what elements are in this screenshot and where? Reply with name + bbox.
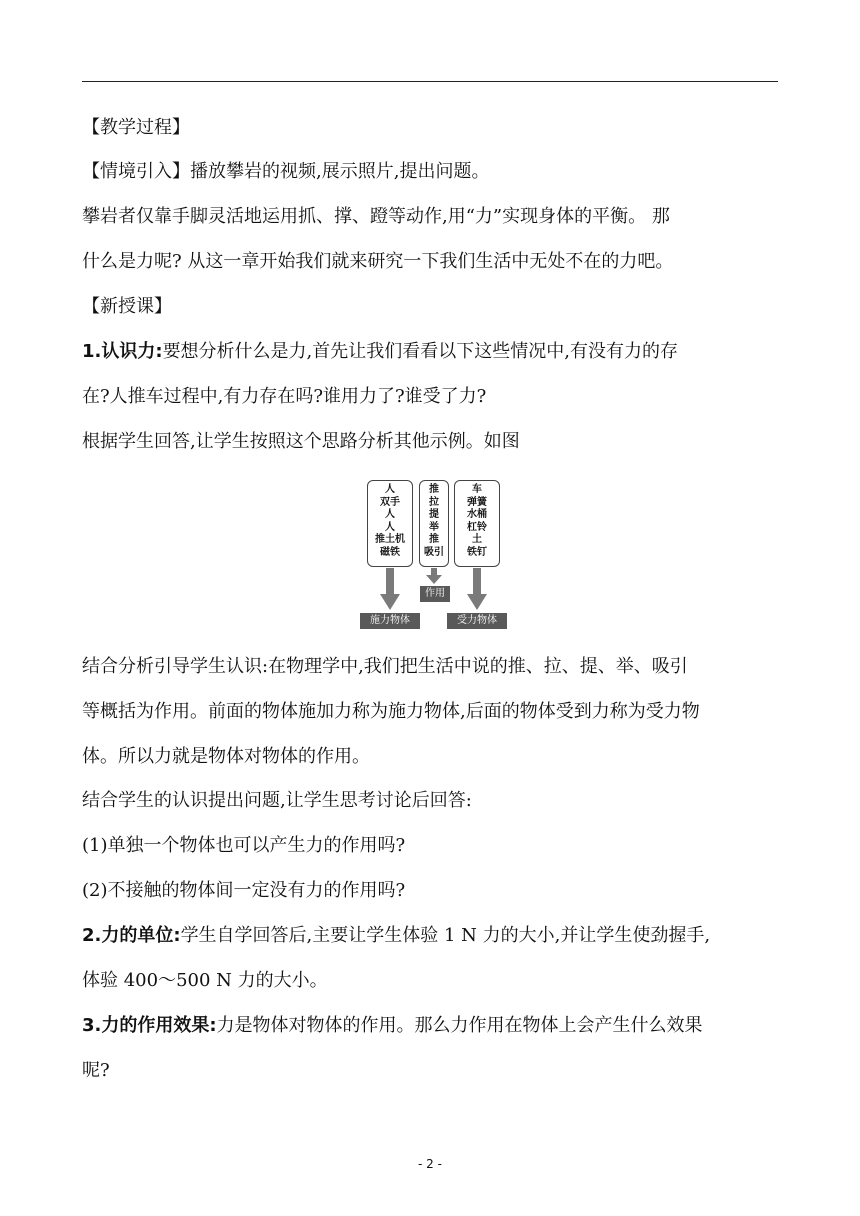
diagram-box-exerting-objects — [367, 480, 413, 567]
diagram-col1-item: 人 — [385, 509, 395, 521]
diagram-col1-item: 人 — [385, 484, 395, 495]
diagram-col3-item: 土 — [472, 534, 482, 546]
diagram-col2-item: 推 — [429, 484, 439, 495]
label-exerting-object: 施力物体 — [360, 613, 420, 629]
section1-line-1 — [82, 341, 678, 363]
label-action: 作用 — [420, 586, 450, 602]
explanation-line-2: 等概括为作用。前面的物体施加力称为施力物体,后面的物体受到力称为受力物 — [82, 701, 700, 722]
section3-line-2: 呢? — [82, 1060, 110, 1081]
page-number: - 2 - — [418, 1157, 442, 1171]
section1-title: 1.认识力: — [82, 341, 163, 362]
force-diagram — [360, 480, 510, 632]
diagram-col2-item: 推 — [429, 534, 439, 546]
diagram-box-actions — [419, 480, 449, 567]
down-arrow-icon — [426, 568, 442, 584]
diagram-col3-item: 杠铃 — [467, 521, 487, 533]
diagram-col3-item: 水桶 — [467, 509, 487, 521]
section2-line-2: 体验 400～500 N 力的大小。 — [82, 970, 328, 991]
question-intro: 结合学生的认识提出问题,让学生思考讨论后回答: — [82, 790, 472, 811]
diagram-col2-item: 拉 — [429, 496, 439, 508]
intro-line-1: 攀岩者仅靠手脚灵活地运用抓、撑、蹬等动作,用“力”实现身体的平衡。 那 — [82, 206, 670, 227]
diagram-col3-item: 车 — [472, 484, 482, 495]
question-1: (1)单独一个物体也可以产生力的作用吗? — [82, 835, 406, 856]
diagram-col2-item: 吸引 — [424, 546, 444, 558]
header-rule — [82, 81, 778, 82]
section1-line-3: 根据学生回答,让学生按照这个思路分析其他示例。如图 — [82, 431, 520, 452]
question-2: (2)不接触的物体间一定没有力的作用吗? — [82, 880, 406, 901]
diagram-col1-item: 双手 — [380, 496, 400, 508]
intro-label: 【情境引入】 — [82, 161, 190, 182]
section1-line-2: 在?人推车过程中,有力存在吗?谁用力了?谁受了力? — [82, 386, 487, 407]
diagram-box-receiving-objects — [454, 480, 500, 567]
down-arrow-icon — [467, 568, 487, 610]
section3-text: 力是物体对物体的作用。那么力作用在物体上会产生什么效果 — [216, 1015, 703, 1036]
section2-title: 2.力的单位: — [82, 925, 181, 946]
diagram-col1-item: 人 — [385, 521, 395, 533]
down-arrow-icon — [380, 568, 400, 610]
diagram-col1-item: 推土机 — [375, 534, 405, 546]
section3-line-1 — [82, 1015, 703, 1037]
section2-line-1 — [82, 925, 710, 947]
section2-text: 学生自学回答后,主要让学生体验 1 N 力的大小,并让学生使劲握手, — [180, 925, 711, 946]
explanation-line-1: 结合分析引导学生认识:在物理学中,我们把生活中说的推、拉、提、举、吸引 — [82, 656, 688, 677]
heading-teaching-process: 【教学过程】 — [82, 117, 190, 138]
section1-text: 要想分析什么是力,首先让我们看看以下这些情况中,有没有力的存 — [162, 341, 679, 362]
diagram-col1-item: 磁铁 — [380, 546, 400, 558]
diagram-col3-item: 铁钉 — [467, 546, 487, 558]
label-receiving-object: 受力物体 — [447, 613, 507, 629]
heading-new-lesson: 【新授课】 — [82, 296, 172, 317]
diagram-col2-item: 提 — [429, 509, 439, 521]
diagram-col3-item: 弹簧 — [467, 496, 487, 508]
intro-line-2: 什么是力呢? 从这一章开始我们就来研究一下我们生活中无处不在的力吧。 — [82, 251, 674, 272]
section3-title: 3.力的作用效果: — [82, 1015, 217, 1036]
intro-text: 播放攀岩的视频,展示照片,提出问题。 — [190, 161, 490, 182]
explanation-line-3: 体。所以力就是物体对物体的作用。 — [82, 746, 370, 767]
intro-paragraph — [82, 161, 489, 183]
diagram-col2-item: 举 — [429, 521, 439, 533]
